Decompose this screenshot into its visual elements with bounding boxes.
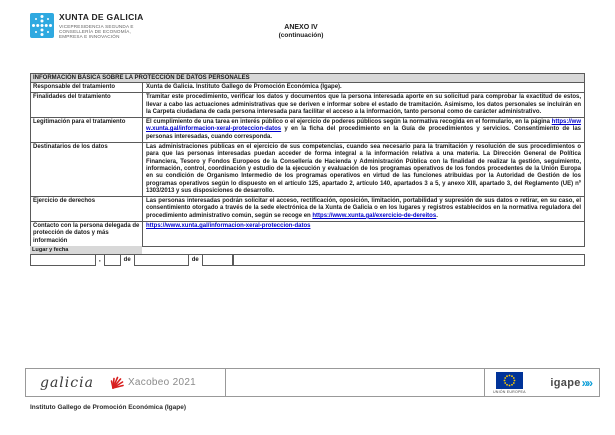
xunta-subtitle-line3: EMPRESA E INNOVACIÓN bbox=[59, 34, 120, 40]
footer-logo-strip bbox=[25, 368, 600, 397]
instituto-footer-line: Instituto Gallego de Promoción Económica (Igape) bbox=[30, 404, 187, 411]
xunta-subtitle-line2: CONSELLERÍA DE ECONOMÍA, bbox=[59, 29, 131, 35]
igape-label: igape bbox=[550, 376, 581, 389]
row-text: Las personas interesadas podrán solicitar el acceso, rectificación, oposición, limitación, portabilidad y supresión de sus datos o retirar, en su caso, el consentimiento otorgado a través de la sede electrónica de la Xunta de Galicia o en los lugares y registros establecidos en la normativa reguladora del procedimiento administrativo común, según se recoge en bbox=[146, 198, 581, 219]
anexo-heading bbox=[211, 24, 391, 40]
xacobeo-label: Xacobeo 2021 bbox=[127, 377, 197, 388]
row-text: y en la ficha del procedimiento en la Guía de procedimientos y servicios. Consentimiento de las personas interesadas, cuando corresponda. bbox=[146, 126, 581, 140]
row-text: Xunta de Galicia. Instituto Gallego de Promoción Económica (Igape). bbox=[146, 84, 342, 90]
row-label: Legitimación para el tratamiento bbox=[31, 118, 143, 142]
row-value bbox=[143, 93, 584, 117]
eu-flag-block bbox=[493, 372, 526, 394]
row-value bbox=[143, 197, 584, 221]
row-label: Responsable del tratamiento bbox=[31, 83, 143, 92]
anexo-subtitle: (continuación) bbox=[278, 32, 324, 39]
date-row-filler bbox=[233, 255, 585, 266]
row-label: Destinatarios de los datos bbox=[31, 143, 143, 196]
row-text: Las administraciones públicas en el ejercicio de sus competencias, cuando sea necesario para la tramitación y resolución de sus procedimientos o para que las personas interesadas puedan acceder de forma integral a la información relativa a una materia. La Dirección General de Política Financiera, Tesoro y Fondos Europeos de la Consellería de Hacienda y Administración Pública con la finalidad de realizar la gestión, seguimiento, información, control, coordinación y estudio de la ejecución y evaluación de los programas operativos de los fondos procedentes de la Unión Europa en su condición de Organismo Intermedio de los programas operativos en virtud de las funciones atribuidas por la Autoridad de Gestión de los programas operativos según lo dispuesto en el artículo 125, apartado 2, artículo 140, apartados 3 a 5, y anexo XIII, apartado 3, del Reglamento (UE) nº 1303/2013 y sus disposiciones de desarrollo. bbox=[146, 144, 581, 194]
month-field[interactable] bbox=[134, 255, 189, 266]
xunta-header-text bbox=[59, 13, 144, 39]
igape-chevrons-icon: »» bbox=[581, 375, 591, 390]
de-separator-1: de bbox=[123, 256, 131, 263]
xunta-subtitle bbox=[59, 24, 144, 39]
row-label: Ejercicio de derechos bbox=[31, 197, 143, 221]
table-row-contacto-dpd bbox=[31, 221, 584, 246]
table-row-legitimacion bbox=[31, 117, 584, 142]
row-text: Tramitar este procedimiento, verificar los datos y documentos que la persona interesada aporte en su solicitud para comprobar la exactitud de estos, llevar a cabo las actuaciones administrativas que se deriven e informar sobre el estado de tramitación. Asimismo, los datos personales se incluirán en la Carpeta ciudadana de cada persona interesada para facilitar el acceso a la información, tanto personal como de carácter administrativo. bbox=[146, 94, 581, 115]
row-label: Finalidades del tratamiento bbox=[31, 93, 143, 117]
lugar-y-fecha-label: Lugar y fecha bbox=[30, 246, 142, 254]
footer-middle-cell bbox=[226, 369, 485, 396]
proteccion-datos-link[interactable]: https://www.xunta.gal/informacion-xeral-proteccion-datos bbox=[146, 223, 311, 230]
table-row-finalidades bbox=[31, 92, 584, 117]
footer-right-cell bbox=[485, 369, 599, 396]
row-value bbox=[143, 83, 584, 92]
anexo-title: ANEXO IV bbox=[284, 24, 318, 31]
xacobeo-logo bbox=[110, 376, 196, 390]
xunta-title: XUNTA DE GALICIA bbox=[59, 12, 144, 22]
row-value bbox=[143, 143, 584, 196]
day-field[interactable] bbox=[104, 255, 121, 266]
data-protection-table bbox=[30, 73, 585, 247]
galicia-logo: galicia bbox=[40, 374, 94, 391]
table-row-responsable bbox=[31, 82, 584, 92]
row-value bbox=[143, 222, 584, 246]
de-separator-2: de bbox=[191, 256, 199, 263]
row-label: Contacto con la persona delegada de protección de datos y más información bbox=[31, 222, 143, 246]
eu-flag-icon bbox=[496, 372, 523, 389]
xunta-header bbox=[30, 13, 144, 39]
footer-left-cell bbox=[26, 369, 226, 396]
eu-label: UNIÓN EUROPEA bbox=[493, 389, 526, 394]
table-row-destinatarios bbox=[31, 142, 584, 196]
row-text: El cumplimiento de una tarea en interés público o el ejercicio de poderes públicos según la normativa recogida en el formulario, en la página bbox=[146, 119, 552, 126]
exercicio-dereitos-link[interactable]: https://www.xunta.gal/exercicio-de-dereitos bbox=[312, 212, 437, 219]
igape-logo bbox=[550, 376, 591, 390]
proteccion-datos-link[interactable]: https://www.xunta.gal/informacion-xeral-proteccion-datos bbox=[146, 119, 581, 133]
place-field[interactable] bbox=[30, 255, 96, 266]
table-title: INFORMACIÓN BÁSICA SOBRE LA PROTECCIÓN DE DATOS PERSONALES bbox=[31, 73, 584, 82]
xunta-subtitle-line1: VICEPRESIDENCIA SEGUNDA E bbox=[59, 24, 134, 29]
scallop-shell-icon bbox=[110, 376, 124, 390]
year-field[interactable] bbox=[202, 255, 233, 266]
row-text: . bbox=[436, 212, 438, 219]
xunta-de-galicia-logo-icon bbox=[30, 13, 54, 38]
row-value bbox=[143, 118, 584, 142]
comma-separator: , bbox=[99, 256, 101, 263]
table-row-ejercicio-derechos bbox=[31, 196, 584, 221]
date-row bbox=[30, 254, 585, 265]
